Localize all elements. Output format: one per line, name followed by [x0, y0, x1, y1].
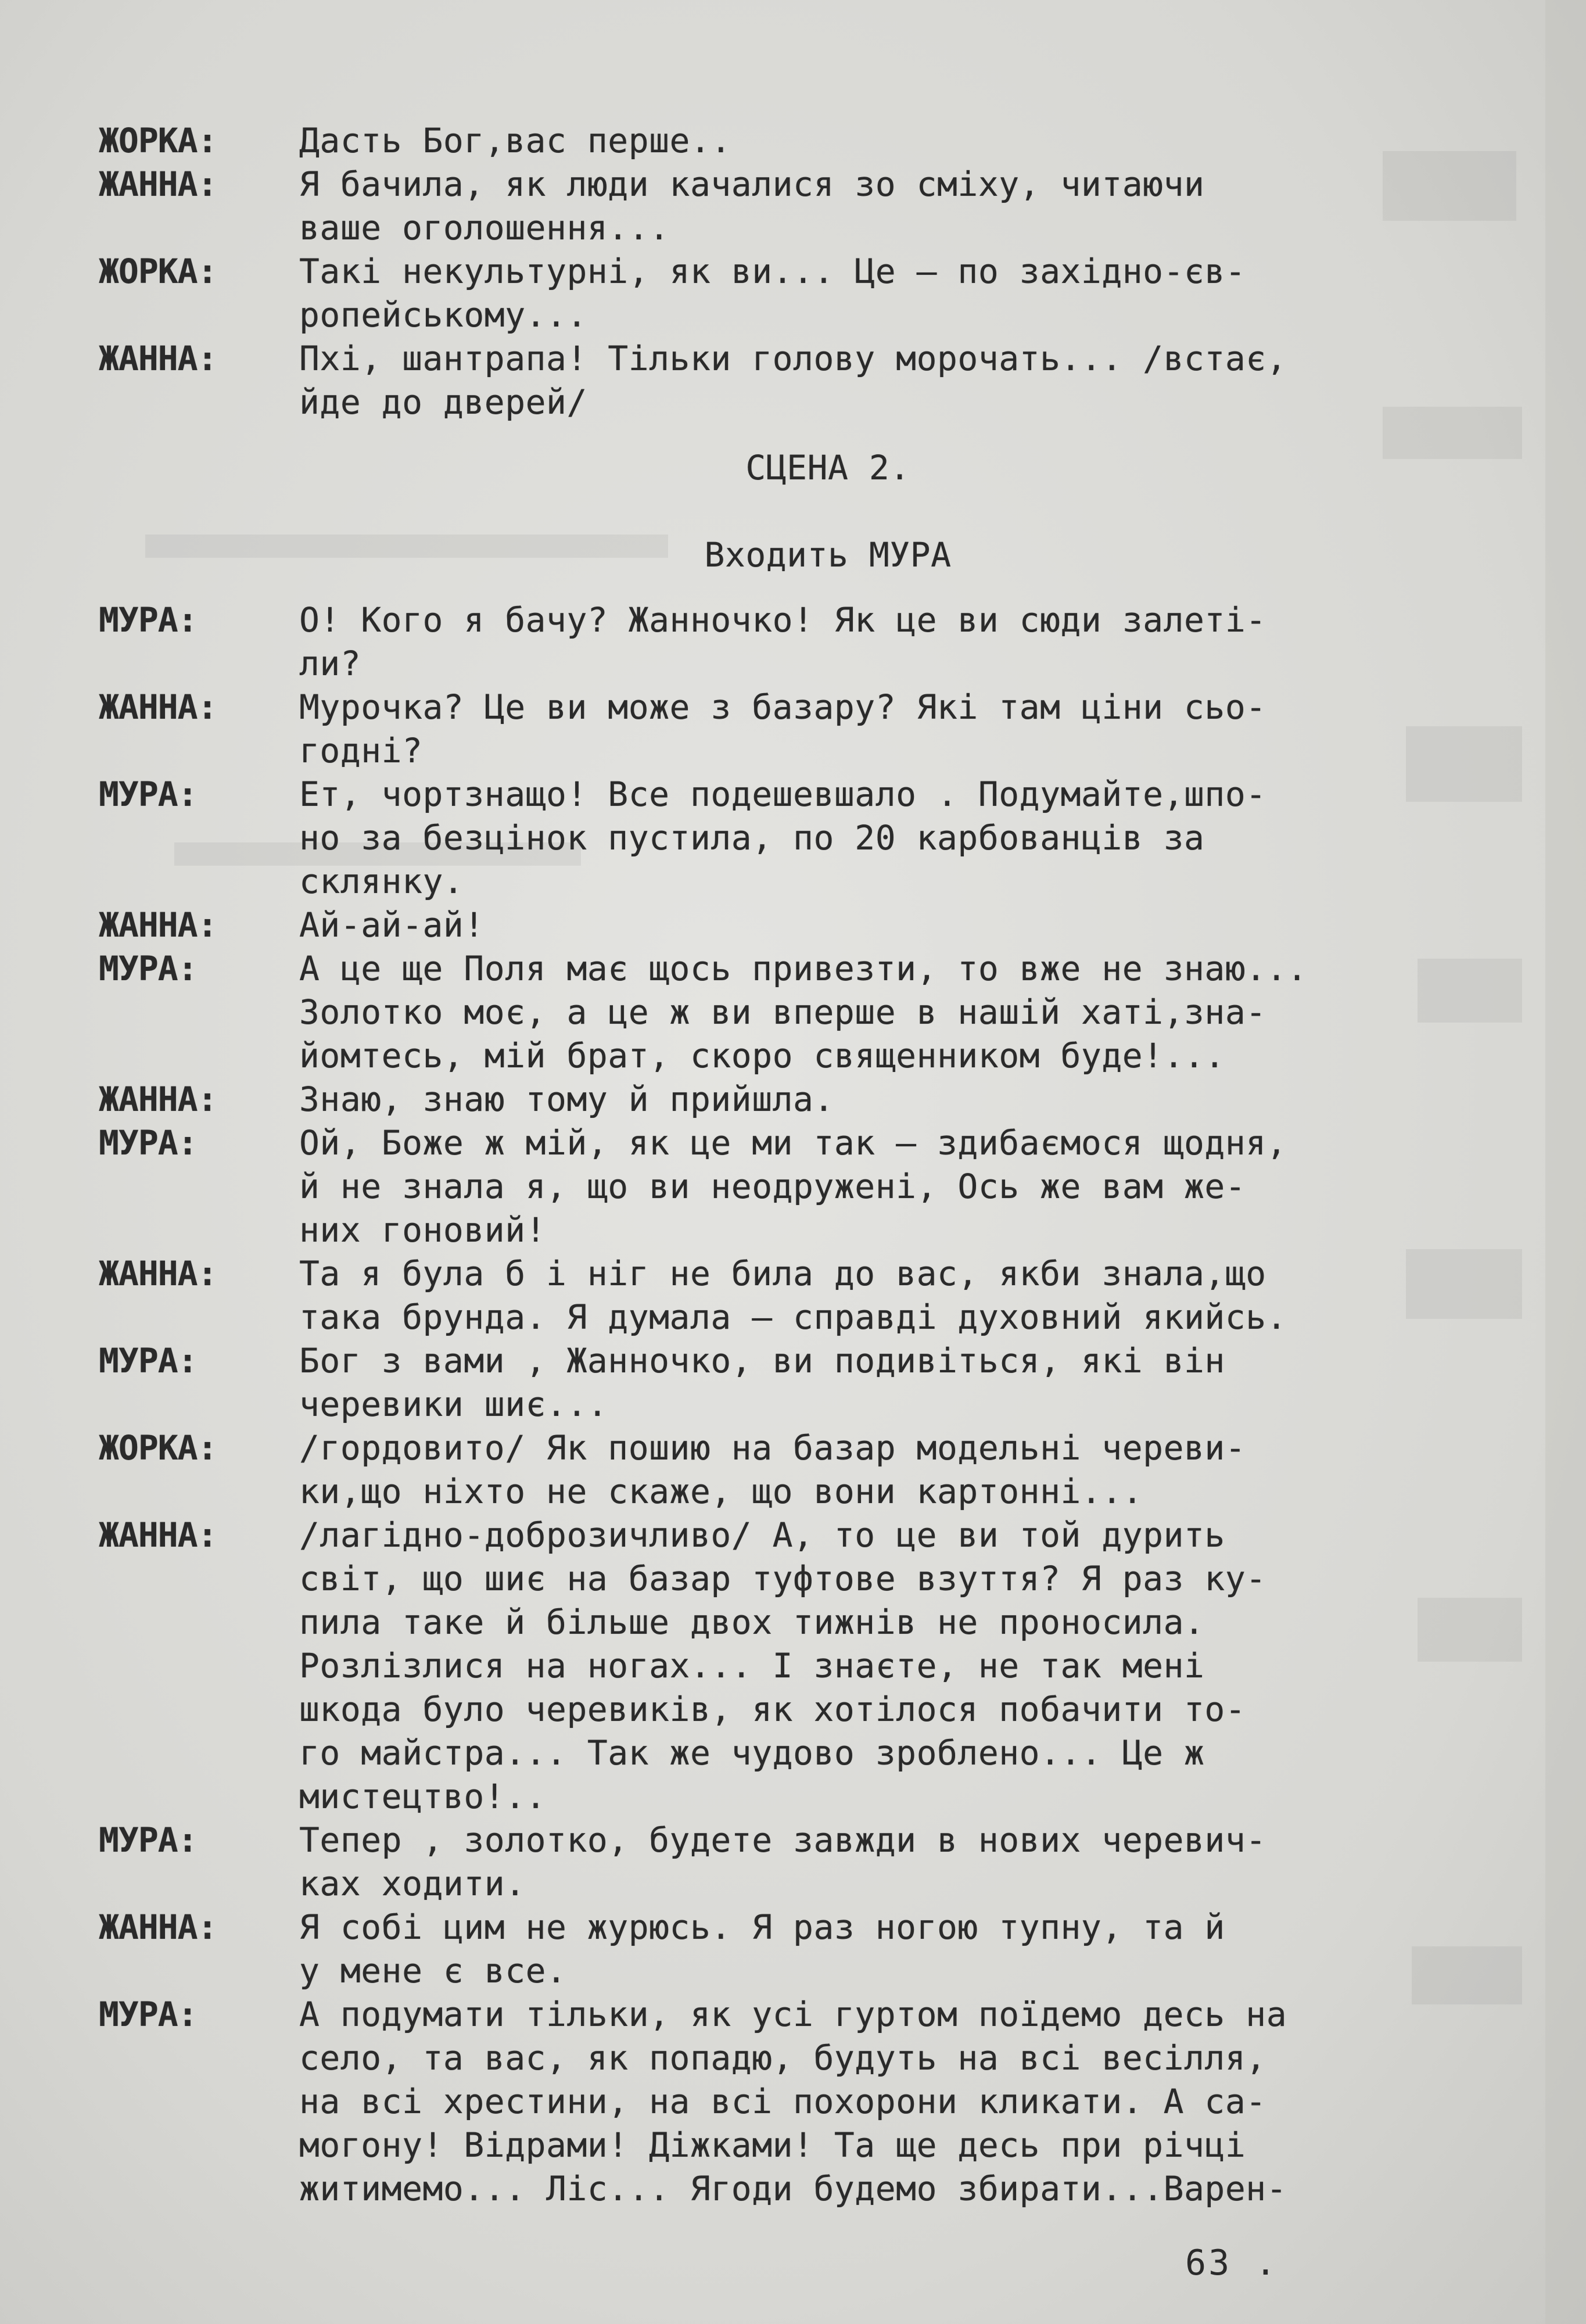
- line-text: ках ходити.: [299, 1864, 526, 1903]
- line-text: ваше оголошення...: [299, 208, 670, 248]
- dialogue-line: [99, 1034, 1505, 1078]
- dialogue-line: [99, 1993, 1505, 2036]
- dialogue-line: [99, 1339, 1505, 1383]
- dialogue-line: [99, 1862, 1505, 1906]
- line-text: йде до дверей/: [299, 382, 587, 422]
- speaker: МУРА:: [99, 600, 198, 640]
- line-text: у мене є все.: [299, 1951, 567, 1991]
- dialogue-line: [99, 1906, 1505, 1949]
- dialogue-line: [99, 1514, 1505, 1557]
- dialogue-line: [99, 1426, 1505, 1470]
- speaker: ЖОРКА:: [99, 252, 217, 291]
- speaker: МУРА:: [99, 1341, 198, 1380]
- dialogue-line: [99, 1208, 1505, 1252]
- dialogue-line: [99, 2036, 1505, 2080]
- dialogue-line: [99, 947, 1505, 991]
- dialogue-line: [99, 816, 1505, 860]
- line-text: йомтесь, мій брат, скоро священником буде!...: [299, 1036, 1225, 1075]
- speaker: МУРА:: [99, 1820, 198, 1860]
- dialogue-line: [99, 642, 1505, 686]
- dialogue-line: [99, 1383, 1505, 1426]
- dialogue-line: [99, 250, 1505, 293]
- line-text: на всі хрестини, на всі похорони кликати. А са-: [299, 2082, 1266, 2121]
- line-text: ки,що ніхто не скаже, що вони картонні...: [299, 1472, 1143, 1511]
- line-text: Та я була б і ніг не била до вас, якби знала,що: [299, 1254, 1266, 1293]
- speaker: ЖАННА:: [99, 1515, 217, 1555]
- dialogue-line: [99, 119, 1505, 163]
- line-text: го майстра... Так же чудово зроблено... Це ж: [299, 1733, 1205, 1773]
- line-text: А це ще Поля має щось привезти, то вже не знаю...: [299, 949, 1308, 988]
- line-text: Бог з вами , Жанночко, ви подивіться, які він: [299, 1341, 1225, 1380]
- dialogue-line: [99, 2124, 1505, 2167]
- line-text: но за безцінок пустила, по 20 карбованців за: [299, 818, 1205, 858]
- dialogue-line: [99, 1121, 1505, 1165]
- dialogue-line: [99, 598, 1505, 642]
- speaker: ЖАННА:: [99, 687, 217, 727]
- line-text: Золотко моє, а це ж ви вперше в нашій хаті,зна-: [299, 992, 1266, 1032]
- line-text: Знаю, знаю тому й прийшла.: [299, 1079, 834, 1119]
- speaker: ЖАННА:: [99, 339, 217, 378]
- line-text: шкода було черевиків, як хотілося побачити то-: [299, 1690, 1246, 1729]
- dialogue-line: [99, 1731, 1505, 1775]
- speaker: ЖАННА:: [99, 1254, 217, 1293]
- dialogue-line: [99, 991, 1505, 1034]
- line-text: Тепер , золотко, будете завжди в нових черевич-: [299, 1820, 1266, 1860]
- speaker: ЖАННА:: [99, 1079, 217, 1119]
- line-text: /гордовито/ Як пошию на базар модельні череви-: [299, 1428, 1246, 1468]
- dialogue-line: [99, 337, 1505, 381]
- line-text: годні?: [299, 731, 423, 770]
- line-text: житимемо... Ліс... Ягоди будемо збирати...Варен-: [299, 2169, 1287, 2208]
- line-text: Такі некультурні, як ви... Це – по західно-єв-: [299, 252, 1246, 291]
- line-text: них гоновий!: [299, 1210, 547, 1250]
- line-text: /лагідно-доброзичливо/ А, то це ви той дурить: [299, 1515, 1225, 1555]
- stage-direction: Входить МУРА: [704, 535, 952, 575]
- dialogue-line: [99, 1470, 1505, 1514]
- line-text: черевики шиє...: [299, 1385, 608, 1424]
- line-text: могону! Відрами! Діжками! Та ще десь при річці: [299, 2125, 1246, 2165]
- dialogue-line: [99, 381, 1505, 424]
- dialogue-line: [99, 1819, 1505, 1862]
- speaker: МУРА:: [99, 1123, 198, 1163]
- dialogue-line: [99, 1775, 1505, 1819]
- dialogue-line: [99, 1557, 1505, 1601]
- page-number: 63 .: [1185, 2243, 1279, 2283]
- dialogue-line: [99, 729, 1505, 773]
- line-text: А подумати тільки, як усі гуртом поїдемо десь на: [299, 1995, 1287, 2034]
- dialogue-line: [99, 1165, 1505, 1208]
- dialogue-line: [99, 1078, 1505, 1121]
- dialogue-line: [99, 2080, 1505, 2124]
- dialogue-line: [99, 1252, 1505, 1296]
- dialogue-line: [99, 1296, 1505, 1339]
- line-text: світ, що шиє на базар туфтове взуття? Я раз ку-: [299, 1559, 1266, 1598]
- line-text: ли?: [299, 644, 361, 683]
- speaker: МУРА:: [99, 774, 198, 814]
- dialogue-line: [99, 1644, 1505, 1688]
- line-text: мистецтво!..: [299, 1777, 547, 1816]
- line-text: село, та вас, як попадю, будуть на всі весілля,: [299, 2038, 1266, 2078]
- line-text: Пхі, шантрапа! Тільки голову морочать... /встає,: [299, 339, 1287, 378]
- scene-heading: СЦЕНА 2.: [745, 448, 910, 487]
- dialogue-line: [99, 163, 1505, 206]
- dialogue-line: [99, 686, 1505, 729]
- line-text: Мурочка? Це ви може з базару? Які там ціни сьо-: [299, 687, 1266, 727]
- dialogue-line: [99, 903, 1505, 947]
- line-text: й не знала я, що ви неодружені, Ось же вам же-: [299, 1167, 1246, 1206]
- speaker: МУРА:: [99, 949, 198, 988]
- dialogue-line: [99, 773, 1505, 816]
- speaker: ЖОРКА:: [99, 1428, 217, 1468]
- speaker: МУРА:: [99, 1995, 198, 2034]
- speaker: ЖОРКА:: [99, 121, 217, 160]
- dialogue-line: [99, 1688, 1505, 1731]
- line-text: Розлізлися на ногах... І знаєте, не так мені: [299, 1646, 1205, 1685]
- speaker: ЖАННА:: [99, 1907, 217, 1947]
- line-text: Ет, чортзнащо! Все подешевшало . Подумайте,шпо-: [299, 774, 1266, 814]
- dialogue-line: [99, 1949, 1505, 1993]
- line-text: склянку.: [299, 862, 464, 901]
- line-text: ропейському...: [299, 295, 587, 335]
- speaker: ЖАННА:: [99, 164, 217, 204]
- line-text: Дасть Бог,вас перше..: [299, 121, 731, 160]
- dialogue-text: [99, 119, 1505, 2211]
- dialogue-line: [99, 206, 1505, 250]
- dialogue-line: [99, 2167, 1505, 2211]
- line-text: Ай-ай-ай!: [299, 905, 485, 945]
- line-text: Ой, Боже ж мій, як це ми так – здибаємося щодня,: [299, 1123, 1287, 1163]
- line-text: О! Кого я бачу? Жанночко! Як це ви сюди залеті-: [299, 600, 1266, 640]
- speaker: ЖАННА:: [99, 905, 217, 945]
- line-text: Я бачила, як люди качалися зо сміху, читаючи: [299, 164, 1205, 204]
- dialogue-line: [99, 1601, 1505, 1644]
- dialogue-line: [99, 293, 1505, 337]
- line-text: така брунда. Я думала – справді духовний якийсь.: [299, 1297, 1287, 1337]
- line-text: Я собі цим не журюсь. Я раз ногою тупну, та й: [299, 1907, 1225, 1947]
- line-text: пила таке й більше двох тижнів не проносила.: [299, 1602, 1205, 1642]
- dialogue-line: [99, 860, 1505, 903]
